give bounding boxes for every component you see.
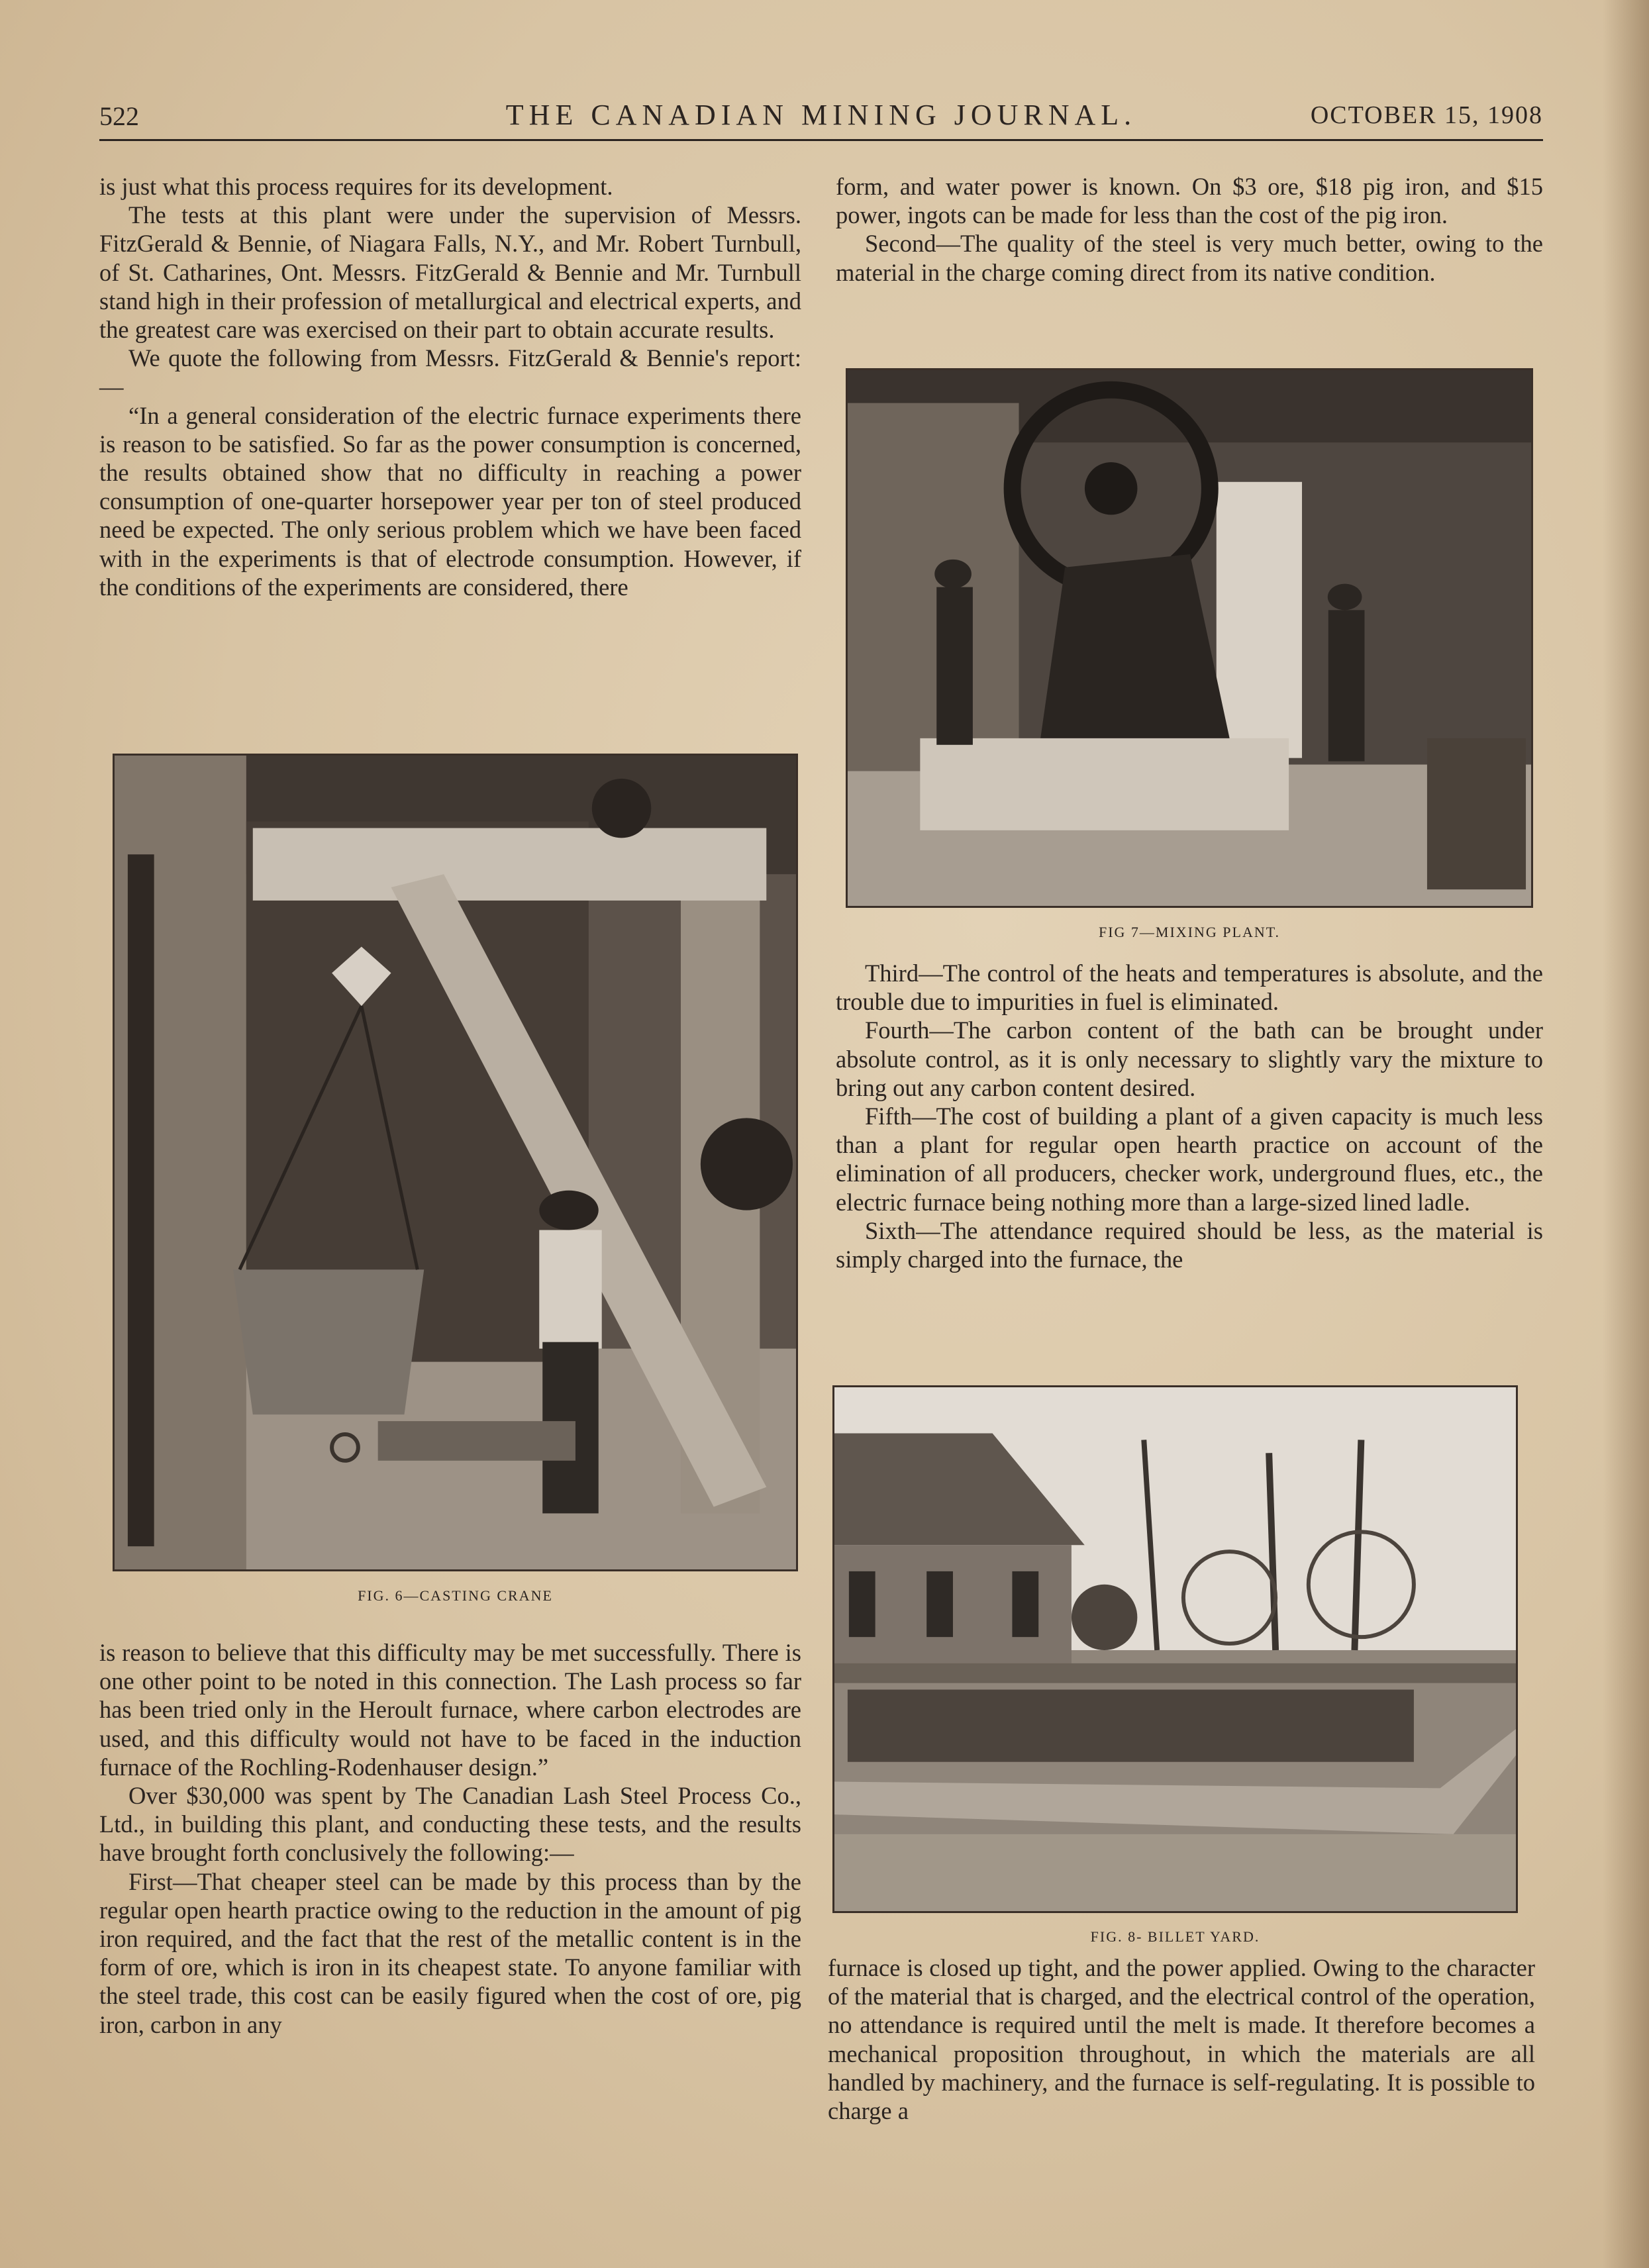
issue-date: OCTOBER 15, 1908 [1310,101,1543,129]
paragraph: Third—The control of the heats and temperatures is absolute, and the trouble due to impurities in fuel is eliminated. [836,960,1543,1016]
paragraph: Sixth—The attendance required should be less, as the material is simply charged into the furnace, the [836,1216,1543,1273]
figure-7-caption: FIG 7—MIXING PLANT. [1098,924,1281,940]
paragraph: First—That cheaper steel can be made by this process than by the regular open hearth practice owing to the reduction in the amount of pig iron required, and the fact that the rest of the metallic content is in the form of ore, which is iron in its cheapest state. To anyone familiar with the steel trade, this cost can be easily figured when the cost of ore, pig iron, carbon in any [99,1867,801,2038]
figure-6-caption: FIG. 6—CASTING CRANE [358,1587,553,1604]
paragraph: form, and water power is known. On $3 ore, $18 pig iron, and $15 power, ingots can be made for less than the cost of the pig iron. [836,173,1543,229]
figure-mixing-plant-photo [846,368,1533,908]
page-number: 522 [99,101,139,131]
paragraph: We quote the following from Messrs. FitzGerald & Bennie's report:— [99,344,801,401]
figure-billet-yard-photo [832,1385,1518,1913]
paragraph: is just what this process requires for its development. [99,173,613,200]
paragraph: Fourth—The carbon content of the bath can be brought under absolute control, as it is only necessary to slightly vary the mixture to bring out any carbon content desired. [836,1016,1543,1101]
paragraph: Fifth—The cost of building a plant of a given capacity is much less than a plant for regular open hearth practice on account of the elimination of all producers, checker work, underground flues, etc., the electric furnace being nothing more than a large-sized lined ladle. [836,1103,1543,1216]
figure-casting-crane-photo [113,754,798,1571]
figure-8-caption: FIG. 8- BILLET YARD. [1090,1928,1260,1945]
left-column-bottom [99,1638,801,2039]
paragraph: furnace is closed up tight, and the power applied. Owing to the character of the material that is charged, and the electrical control of the operation, no attendance is required until the melt is made. It therefore becomes a mechanical proposition throughout, in which the materials are all handled by machinery, and the furnace is self-regulating. It is possible to charge a [828,1954,1535,2125]
paragraph: “In a general consideration of the electric furnace experiments there is reason to be satisfied. So far as the power consumption is concerned, the results obtained show that no difficulty in reaching a power consumption of one-quarter horsepower year per ton of steel produced need be expected. The only serious problem which we have been faced with in the experiments is that of electrode consumption. However, if the conditions of the experiments are considered, there [99,401,801,601]
paragraph: Second—The quality of the steel is very much better, owing to the material in the charge coming direct from its native condition. [836,230,1543,286]
right-column-top [836,172,1543,287]
right-column-bottom [828,1953,1535,2125]
page-header [99,93,1543,141]
page-edge-shadow [1603,0,1649,2268]
right-column-middle [836,959,1543,1273]
paragraph: is reason to believe that this difficulty may be met successfully. There is one other point to be noted in this connection. The Lash process so far has been tried only in the Heroult furnace, where carbon electrodes are used, and this difficulty would not have to be faced in the induction furnace of the Rochling-Rodenhauser design.” [99,1639,801,1781]
journal-title: THE CANADIAN MINING JOURNAL. [505,99,1137,131]
paragraph: The tests at this plant were under the supervision of Messrs. FitzGerald & Bennie, of Niagara Falls, N.Y., and Mr. Robert Turnbull, of St. Catharines, Ont. Messrs. FitzGerald & Bennie and Mr. Turnbull stand high in their profession of metallurgical and electrical experts, and the greatest care was exercised on their part to obtain accurate results. [99,201,801,344]
left-column-top [99,172,801,601]
paragraph: Over $30,000 was spent by The Canadian Lash Steel Process Co., Ltd., in building this plant, and conducting these tests, and the results have brought forth conclusively the following:— [99,1782,801,1867]
